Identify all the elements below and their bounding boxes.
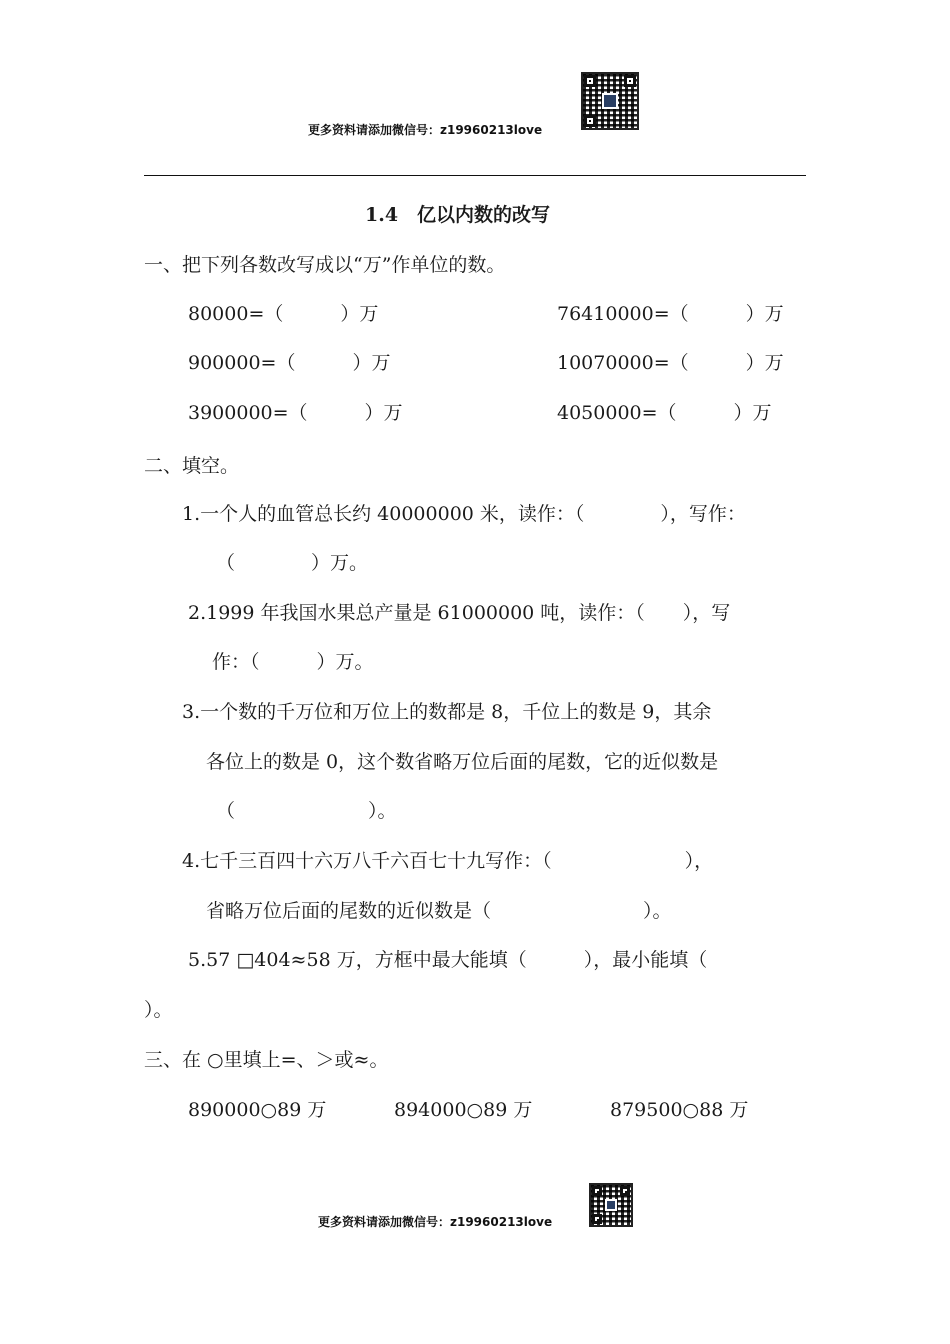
- section1-item: 3900000=（ ）万: [188, 402, 403, 424]
- section1-item: 76410000=（ ）万: [557, 303, 784, 325]
- question-1-line: （ ）万。: [216, 552, 369, 574]
- question-4-line: 省略万位后面的尾数的近似数是（ ）。: [206, 900, 672, 922]
- question-5-line: 5.57 □404≈58 万，方框中最大能填（ ），最小能填（: [188, 949, 708, 971]
- header-divider: [144, 175, 806, 176]
- question-2-line: 作：（ ）万。: [212, 651, 374, 673]
- question-1-line: 1.一个人的血管总长约 40000000 米，读作：（ ），写作：: [182, 503, 746, 525]
- qr-code-icon: [589, 1183, 633, 1227]
- section3-heading: 三、在 ○里填上=、＞或≈。: [144, 1049, 389, 1071]
- section1-item: 80000=（ ）万: [188, 303, 379, 325]
- footer-wechat-text: 更多资料请添加微信号：z19960213love: [318, 1215, 553, 1229]
- question-3-line: 各位上的数是 0，这个数省略万位后面的尾数，它的近似数是: [206, 751, 719, 773]
- section1-item: 10070000=（ ）万: [557, 352, 784, 374]
- page-title: 1.4 亿以内数的改写: [365, 204, 551, 226]
- question-2-line: 2.1999 年我国水果总产量是 61000000 吨，读作：（ ），写: [188, 602, 731, 624]
- section3-item: 894000○89 万: [394, 1099, 533, 1121]
- section1-item: 900000=（ ）万: [188, 352, 391, 374]
- section3-item: 890000○89 万: [188, 1099, 327, 1121]
- section2-heading: 二、填空。: [144, 455, 240, 477]
- question-3-line: （ ）。: [216, 800, 397, 822]
- question-4-line: 4.七千三百四十六万八千六百七十九写作：（ ），: [182, 850, 714, 872]
- question-3-line: 3.一个数的千万位和万位上的数都是 8，千位上的数是 9，其余: [182, 701, 712, 723]
- qr-code-icon: [581, 72, 639, 130]
- section1-heading: 一、把下列各数改写成以“万”作单位的数。: [144, 254, 506, 276]
- question-5-line: ）。: [144, 999, 173, 1021]
- header-wechat-text: 更多资料请添加微信号：z19960213love: [308, 123, 543, 137]
- section1-item: 4050000=（ ）万: [557, 402, 772, 424]
- section3-item: 879500○88 万: [610, 1099, 749, 1121]
